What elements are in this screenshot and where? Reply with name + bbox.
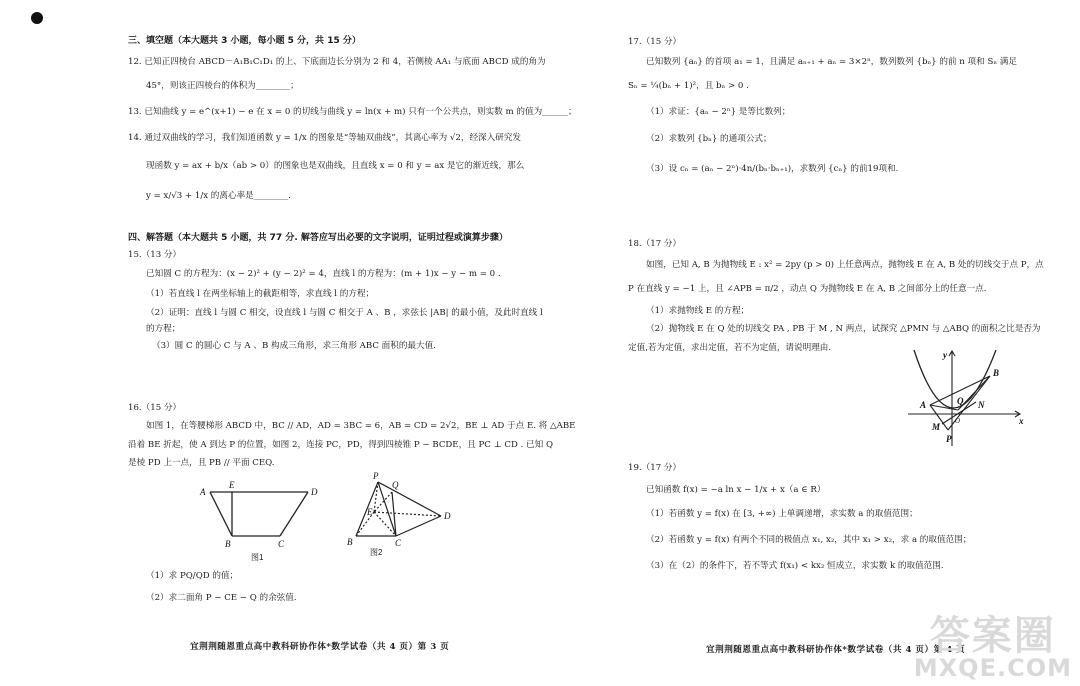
q17-part3: （3）设 cₙ = (aₙ − 2ⁿ)·4n/(bₙ·bₙ₊₁)，求数列 {cₙ} 的前19项和.: [646, 164, 899, 174]
q18-part2-line2: 定值,若为定值，求出定值，若不为定值，请说明理由.: [628, 343, 832, 353]
fig1-caption: 图1: [251, 553, 264, 562]
q18-part2-line1: （2）抛物线 E 在 Q 处的切线交 PA , PB 于 M , N 两点，试探究 △PMN 与 △ABQ 的面积之比是否为: [646, 324, 1041, 334]
q18-header: 18.（17 分）: [628, 239, 682, 249]
fig2-label-C: C: [395, 538, 402, 548]
fig-label-B: B: [993, 368, 1000, 378]
q14-line2: 现函数 y = ax + b/x（ab > 0）的图象也是双曲线，且直线 x = 0 和 y = ax 是它的渐近线，那么: [146, 161, 525, 171]
fig2-label-B: B: [347, 537, 353, 547]
q15-part3: （3）圆 C 的圆心 C 与 A 、B 构成三角形，求三角形 ABC 面积的最大值.: [152, 341, 436, 351]
section-three-heading: 三、填空题（本大题共 3 小题，每小题 5 分，共 15 分）: [128, 36, 361, 46]
q17-stem-line1: 已知数列 {aₙ} 的首项 a₁ = 1，且满足 aₙ₊₁ + aₙ = 3×2ⁿ，数列数列 {bₙ} 的前 n 项和 Sₙ 满足: [646, 57, 1017, 67]
q16-part1: （1）求 PQ/QD 的值；: [146, 571, 239, 581]
q17-header: 17.（15 分）: [628, 37, 682, 47]
fig-label-M: M: [932, 422, 941, 432]
figure-parabola: [904, 346, 1034, 452]
watermark-logo: 答案圈 MXQE.COM: [913, 613, 1072, 682]
page-3-footer: 宜荆荆随恩重点高中教科研协作体*数学试卷（共 4 页）第 3 页: [190, 642, 450, 652]
figure-1-trapezoid: [196, 478, 326, 568]
q19-stem: 已知函数 f(x) = −a ln x − 1/x + x（a ∈ R）: [646, 485, 826, 495]
fig-label-A: A: [920, 400, 927, 410]
fig2-label-E: E: [367, 507, 373, 517]
exam-page-4: [540, 0, 1080, 686]
q16-stem-line3: 是棱 PD 上一点，且 PB // 平面 CEQ.: [128, 458, 275, 468]
q18-part1: （1）求抛物线 E 的方程；: [646, 306, 750, 316]
q19-header: 19.（17 分）: [628, 463, 682, 473]
fig2-label-P: P: [373, 471, 379, 481]
q16-stem-line1: 如图 1，在等腰梯形 ABCD 中，BC // AD，AD = 3BC = 6，AB = CD = 2√2，BE ⊥ AD 于点 E. 将 △ABE: [146, 421, 576, 431]
section-four-heading: 四、解答题（本大题共 5 小题，共 77 分. 解答应写出必要的文字说明，证明过程或演算步骤）: [128, 233, 508, 243]
q15-part2-line2: 的方程；: [146, 324, 181, 334]
fig2-label-D: D: [444, 511, 451, 521]
fig-label-N: N: [978, 400, 985, 410]
fig-label-x: x: [1019, 416, 1024, 426]
q13-line: 13. 已知曲线 y = e^(x+1) − e 在 x = 0 的切线与曲线 y = ln(x + m) 只有一个公共点，则实数 m 的值为______；: [128, 107, 577, 117]
q15-header: 15.（13 分）: [128, 250, 182, 260]
fig2-label-Q: Q: [392, 480, 399, 490]
q17-stem-line2: Sₙ = ¼(bₙ + 1)²，且 bₙ > 0 .: [628, 81, 749, 91]
fig2-caption: 图2: [370, 548, 383, 557]
q16-part2: （2）求二面角 P − CE − Q 的余弦值.: [146, 593, 297, 603]
q12-line1: 12. 已知正四棱台 ABCD－A₁B₁C₁D₁ 的上、下底面边长分别为 2 和 4，若侧棱 AA₁ 与底面 ABCD 成的角为: [128, 57, 546, 67]
q14-line1: 14. 通过双曲线的学习，我们知道函数 y = 1/x 的图象是“等轴双曲线”，其离心率为 √2，经深入研究发: [128, 133, 522, 143]
q15-part1: （1）若直线 l 在两坐标轴上的截距相等，求直线 l 的方程；: [146, 289, 375, 299]
fig1-label-A: A: [200, 487, 206, 497]
fig-label-P: P: [946, 434, 952, 444]
q12-line2: 45°，则该正四棱台的体积为________；: [146, 81, 299, 91]
q19-part1: （1）若函数 y = f(x) 在 [3, +∞) 上单调递增，求实数 a 的取值范围；: [646, 509, 918, 519]
q19-part2: （2）若函数 y = f(x) 有两个不同的极值点 x₁, x₂，其中 x₁ > x₂，求 a 的取值范围；: [646, 535, 972, 545]
q14-line3: y = x/√3 + 1/x 的离心率是________.: [146, 191, 291, 201]
q17-part1: （1）求证：{aₙ − 2ⁿ} 是等比数列；: [646, 107, 791, 117]
fig1-label-C: C: [278, 539, 285, 549]
fig1-label-B: B: [225, 539, 231, 549]
fig-label-y: y: [943, 350, 947, 360]
page-4-footer: 宜荆荆随恩重点高中教科研协作体*数学试卷（共 4 页）第 4 页: [706, 645, 966, 655]
q19-part3: （3）在（2）的条件下，若不等式 f(x₁) < kx₂ 恒成立，求实数 k 的取值范围.: [646, 561, 944, 571]
fig1-label-E: E: [229, 480, 235, 490]
q18-stem-line2: P 在直线 y = −1 上，且 ∠APB = π/2 ，动点 Q 为抛物线 E 在 A, B 之间部分上的任意一点.: [628, 284, 987, 294]
figure-2-pyramid: [336, 470, 466, 562]
q17-part2: （2）求数列 {bₙ} 的通项公式；: [646, 134, 772, 144]
q15-stem: 已知圆 C 的方程为：(x − 2)² + (y − 2)² = 4，直线 l 的方程为：(m + 1)x − y − m = 0 .: [146, 269, 501, 279]
fig-label-Q: Q: [957, 396, 964, 406]
fig-label-O: O: [955, 417, 961, 425]
fig1-label-D: D: [311, 487, 318, 497]
q18-stem-line1: 如图，已知 A, B 为抛物线 E : x² = 2py (p > 0) 上任意两点，抛物线 E 在 A, B 处的切线交于点 P，点: [646, 260, 1044, 270]
q16-header: 16.（15 分）: [128, 403, 182, 413]
q16-stem-line2: 沿着 BE 折起，使 A 到达 P 的位置，如图 2，连接 PC，PD，得到四棱锥 P − BCDE，且 PC ⊥ CD . 已知 Q: [128, 440, 554, 450]
q15-part2-line1: （2）证明：直线 l 与圆 C 相交，设直线 l 与圆 C 相交于 A 、B ，求弦长 |AB| 的最小值，及此时直线 l: [146, 308, 543, 318]
